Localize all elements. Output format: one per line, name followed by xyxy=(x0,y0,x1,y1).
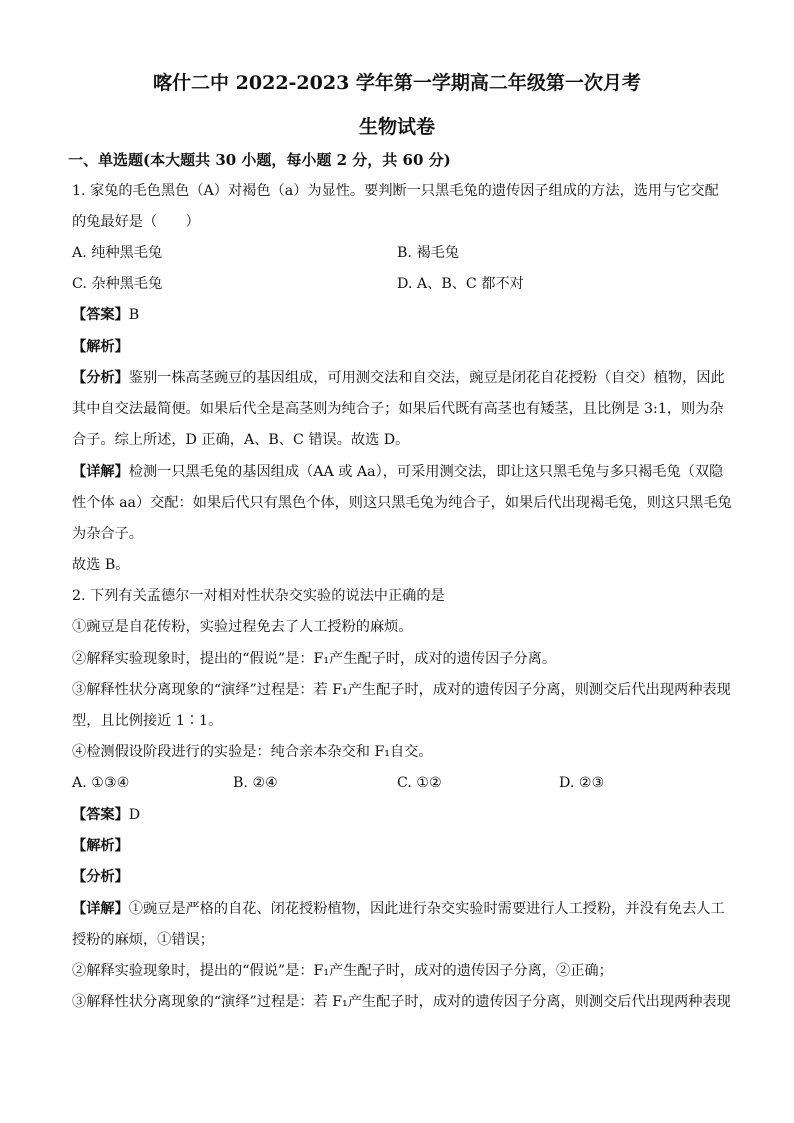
q1-conclusion: 故选 B。 xyxy=(72,557,130,573)
q2-answer-tag: 【答案】 xyxy=(72,807,129,823)
q1-answer-value: B xyxy=(128,307,140,323)
q1-stem-line2: 的兔最好是（ ） xyxy=(72,214,200,230)
q1-option-c: C. 杂种黑毛兔 xyxy=(72,276,163,292)
q2-option-c: C. ①② xyxy=(397,775,442,791)
q2-detail-line4: ③解释性状分离现象的“演绎”过程是：若 F₁产生配子时，成对的遗传因子分离，则测交后代出现两种表现 xyxy=(72,994,731,1010)
q2-detail-text1: ①豌豆是严格的自花、闭花授粉植物，因此进行杂交实验时需要进行人工授粉，并没有免去人工 xyxy=(128,901,725,917)
q2-item3-line2: 型，且比例接近 1∶1。 xyxy=(72,713,223,729)
q2-detail-line1 xyxy=(72,899,732,919)
q2-answer-value: D xyxy=(128,807,141,823)
q1-option-a: A. 纯种黑毛兔 xyxy=(72,245,163,261)
q1-fenxi-line3: 合子。综上所述，D 正确，A、B、C 错误。故选 D。 xyxy=(72,432,410,448)
q1-option-b: B. 褐毛兔 xyxy=(397,245,460,261)
q2-item1: ①豌豆是自花传粉，实验过程免去了人工授粉的麻烦。 xyxy=(72,619,413,635)
q2-option-a: A. ①③④ xyxy=(72,775,130,791)
q2-stem: 2. 下列有关孟德尔一对相对性状杂交实验的说法中正确的是 xyxy=(72,588,445,604)
q2-answer xyxy=(72,805,732,825)
q1-detail-tag: 【详解】 xyxy=(72,464,129,480)
q1-analysis-tag: 【解析】 xyxy=(72,339,129,355)
q1-fenxi-tag: 【分析】 xyxy=(72,370,129,386)
section-heading: 一、单选题(本大题共 30 小题，每小题 2 分，共 60 分) xyxy=(68,151,451,169)
q1-detail-line2: 性个体 aa）交配：如果后代只有黑色个体，则这只黑毛兔为纯合子，如果后代出现褐毛兔，则这只黑毛兔 xyxy=(72,495,732,511)
q2-option-b: B. ②④ xyxy=(233,775,278,791)
q1-option-d: D. A、B、C 都不对 xyxy=(397,276,524,292)
q1-detail-line1 xyxy=(72,462,732,482)
q1-answer xyxy=(72,305,732,325)
q1-stem-line1: 1. 家兔的毛色黑色（A）对褐色（a）为显性。要判断一只黑毛兔的遗传因子组成的方法，选用与它交配 xyxy=(72,183,719,199)
q2-item2: ②解释实验现象时，提出的“假说”是：F₁产生配子时，成对的遗传因子分离。 xyxy=(72,651,557,667)
q2-fenxi-tag: 【分析】 xyxy=(72,869,129,885)
q1-answer-tag: 【答案】 xyxy=(72,307,129,323)
q1-detail-line3: 为杂合子。 xyxy=(72,526,143,542)
q2-detail-line2: 授粉的麻烦，①错误； xyxy=(72,932,214,948)
q2-option-d: D. ②③ xyxy=(559,775,605,791)
q2-detail-line3: ②解释实验现象时，提出的“假说”是：F₁产生配子时，成对的遗传因子分离，②正确； xyxy=(72,963,613,979)
q2-item3-line1: ③解释性状分离现象的“演绎”过程是：若 F₁产生配子时，成对的遗传因子分离，则测交后代出现两种表现 xyxy=(72,682,731,698)
q2-analysis-tag: 【解析】 xyxy=(72,838,129,854)
q1-fenxi-line1 xyxy=(72,368,732,388)
exam-title: 喀什二中 2022-2023 学年第一学期高二年级第一次月考 xyxy=(153,72,641,94)
q1-fenxi-text1: 鉴别一株高茎豌豆的基因组成，可用测交法和自交法，豌豆是闭花自花授粉（自交）植物，因此 xyxy=(128,370,725,386)
q1-fenxi-line2: 其中自交法最简便。如果后代全是高茎则为纯合子；如果后代既有高茎也有矮茎，且比例是 3:1，则为杂 xyxy=(72,401,724,417)
exam-subtitle: 生物试卷 xyxy=(358,116,435,138)
q1-detail-text1: 检测一只黑毛兔的基因组成（AA 或 Aa），可采用测交法，即让这只黑毛兔与多只褐毛兔（双隐 xyxy=(128,464,724,480)
q2-item4: ④检测假设阶段进行的实验是：纯合亲本杂交和 F₁自交。 xyxy=(72,744,433,760)
q2-detail-tag: 【详解】 xyxy=(72,901,129,917)
